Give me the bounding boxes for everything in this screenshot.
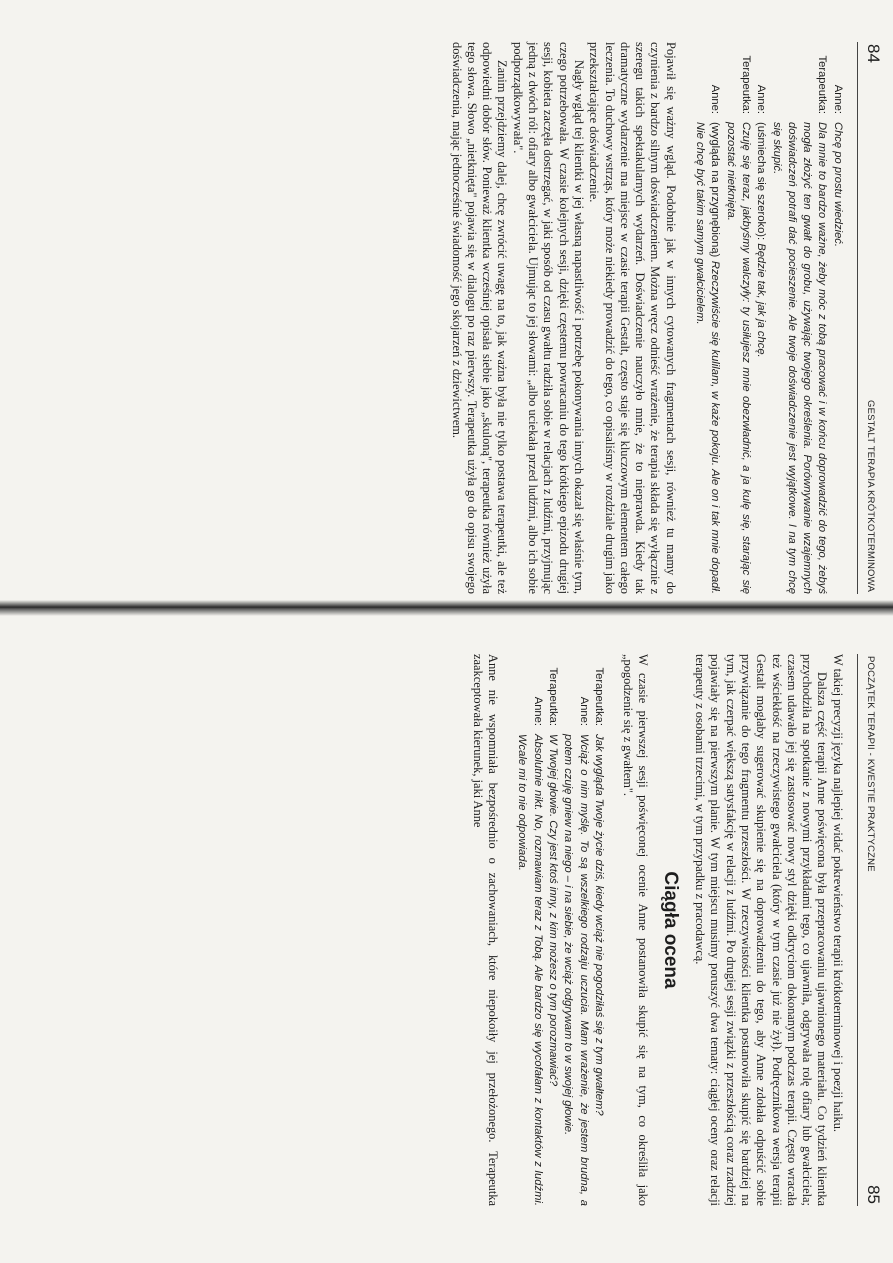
speaker-label: Anne: bbox=[531, 696, 544, 726]
running-head-title: GESTALT TERAPIA KRÓTKOTERMINOWA bbox=[865, 399, 876, 592]
spacer bbox=[678, 42, 692, 594]
body-paragraph: W takiej precyzji języka najlepiej widać pokrewieństwo terapii krótkoterminowej i poezji haiku. bbox=[830, 654, 845, 1133]
dialogue-text: Absolutnie nikt. No, rozmawiam teraz z Tobą. Ale bardzo się wycofałam z kontaktów z ludźmi. Wcale mi to nie odpowiada. bbox=[516, 734, 544, 1206]
dialogue-speech: Będzie tak, jak ja chcę. bbox=[755, 243, 768, 358]
dialogue-text bbox=[753, 122, 768, 594]
body-paragraph: W czasie pierwszej sesji poświęconej ocenie Anne postanowiła skupić się na tym, co określiła jako „pogodzenie się z gwałtem". bbox=[621, 654, 651, 1206]
body-paragraph: Anne nie wspomniała bezpośrednio o zachowaniach, które niepokoiły jej przełożonego. Terapeutka zaakceptowała kierunek, jaki Anne bbox=[470, 654, 501, 1206]
dialogue-text: Chcę po prostu wiedzieć. bbox=[831, 122, 844, 247]
dialogue-text: Jak wygląda Twoje życie dziś, kiedy wciąż nie pogodziłaś się z tym gwałtem? bbox=[592, 734, 605, 1116]
speaker-label: Anne: bbox=[577, 696, 590, 726]
speaker-label: Anne: bbox=[831, 84, 844, 114]
dialogue-line bbox=[753, 42, 768, 594]
body-paragraph: Pojawił się ważny wgląd. Podobnie jak w innych cytowanych fragmentach sesji, również tu mamy do czynienia z bardzo silnym doświadczeniem. Można wręcz odnieść wrażenie, że terapia składa się wyłącznie z szeregu takich spektakularnych wydarzeń. Doświadczenie nauczyło mnie, że to nieprawda. Kiedy tak dramatyczne wydarzenie ma miejsce w czasie terapii Gestalt, często staje się kluczowym elementem całego leczenia. To duchowy wstrząs, który może niekiedy prowadzić do tego, co opisaliśmy w rozdziale drugim jako przekształcające doświadczenie. bbox=[587, 42, 678, 594]
speaker-label: Terapeutka: bbox=[592, 667, 605, 726]
dialogue-text bbox=[692, 122, 723, 594]
speaker-label: Anne: bbox=[709, 84, 722, 114]
page-85 bbox=[51, 654, 881, 1206]
dialogue-text: Dla mnie to bardzo ważne, żeby móc z tobą pracować i w końcu doprowadzić do tego, żebyś mogła złożyć ten gwałt do grobu, używając twojego określenia. Porównywanie wzajemnych doświadczeń potrafi dać pocieszenie. Ale twoje doświadczenie jest wyjątkowe. I na tym chcę się skupić. bbox=[770, 122, 829, 594]
dialogue-line bbox=[591, 654, 606, 1206]
speaker-label: Anne: bbox=[755, 84, 768, 114]
page-85-body bbox=[469, 654, 856, 1206]
dialogue-text: Czuję się teraz, jakbyśmy walczyły: ty usiłujesz mnie obezwładnić, a ja kulę się, starając się pozostać nietknięta. bbox=[724, 122, 752, 594]
spacer bbox=[606, 654, 620, 1206]
spacer bbox=[500, 654, 514, 1206]
stage-direction: (uśmiecha się szeroko): bbox=[755, 122, 768, 244]
dialogue-line bbox=[768, 42, 829, 594]
running-head-title: POCZĄTEK TERAPII - KWESTIE PRAKTYCZNE bbox=[865, 656, 876, 872]
dialogue-line bbox=[829, 42, 844, 594]
body-paragraph: Dalsza część terapii Anne poświęcona była przepracowaniu ujawnionego materiału. Co tydzień klientka przychodziła na spotkanie z nowymi przykładami tego, co ujawniła, odgrywała rolę ofiary lub gwałciciela; czasem udawało jej się zastosować nowy styl dzięki odkryciom dokonanym podczas terapii. Często wracała też wściekłość na rzeczywistego gwałciciela (który w tym czasie już nie żył). Podręcznikowa wersja terapii Gestalt mogłaby sugerować skupienie się na doprowadzeniu do tego, aby Anne zdołała odpuścić sobie przywiązanie do tego fragmentu przeszłości. W rzeczywistości klientka postanowiła skupić się bardziej na tym, jak czerpać większą satysfakcję w relacji z ludźmi. Po drugiej sesji związki z przeszłością coraz rzadziej pojawiały się na pierwszym planie. W tym miejscu musimy poruszyć dwa tematy: ciągłej oceny oraz relacji terapeuty z osobami trzecimi, w tym przypadku z pracodawcą. bbox=[693, 654, 830, 1206]
body-paragraph: Zanim przejdziemy dalej, chcę zwrócić uwagę na to, jak ważna była nie tylko postawa terapeutki, ale też odpowiedni dobór słów. Ponieważ klientka wcześniej opisała siebie jako „skuloną", terapeutka również użyła tego słowa. Słowo „nietknięta" pojawia się w dialogu po raz pierwszy. Terapeutka użyła go do opisu swojego doświadczenia, mając jednocześnie świadomość jego skojarzeń z dziewictwem. bbox=[449, 42, 510, 594]
section-heading: Ciągła ocena bbox=[659, 871, 681, 989]
dialogue-line bbox=[722, 42, 753, 594]
stage-direction: (wygląda na przygnębioną) bbox=[709, 122, 722, 261]
dialogue-line bbox=[560, 654, 591, 1206]
page-84-body bbox=[448, 42, 856, 594]
speaker-label: Terapeutka: bbox=[739, 55, 752, 114]
running-header-85 bbox=[857, 654, 881, 1206]
page-number: 84 bbox=[864, 44, 883, 63]
speaker-label: Terapeutka: bbox=[546, 667, 559, 726]
dialogue-line bbox=[545, 654, 560, 1206]
dialogue-line bbox=[692, 42, 723, 594]
speaker-label: Terapeutka: bbox=[816, 55, 829, 114]
dialogue-speech: Rzeczywiście się kulilam, w każe pokoju. Ale on i tak mnie dopadł. Nie chcę być takim samym gwałcicielem. bbox=[694, 122, 722, 594]
dialogue-text: Wciąż o nim myślę. To są wszelkiego rodzaju uczucia. Mam wrażenie, że jestem brudna, a potem czuję gniew na niego – i na siebie, że wciąż odgrywam to w swojej głowie. bbox=[562, 734, 590, 1206]
page-fold-shadow bbox=[0, 600, 893, 616]
page-84 bbox=[51, 42, 881, 594]
dialogue-text: W Twojej głowie. Czy jest ktoś inny, z kim możesz o tym porozmawiać? bbox=[546, 734, 559, 1087]
dialogue-line bbox=[514, 654, 545, 1206]
running-header-84 bbox=[857, 42, 881, 594]
page-number: 85 bbox=[864, 1185, 883, 1204]
body-paragraph: Nagły wgląd tej klientki w jej własną napastliwość i potrzebę pokonywania innych okazał się właśnie tym, czego potrzebowała. W czasie kolejnych sesji, dzięki częstemu powracaniu do tego krótkiego epizodu drugiej sesji, kobieta zaczęła dostrzegać, w jaki sposób od czasu gwałtu radziła sobie w relacjach z ludźmi, przyjmując jedną z dwóch ról: ofiary albo gwałciciela. Ujmując to jej słowami: „albo uciekała przed ludźmi, albo ich sobie podporządkowywała". bbox=[510, 42, 586, 594]
